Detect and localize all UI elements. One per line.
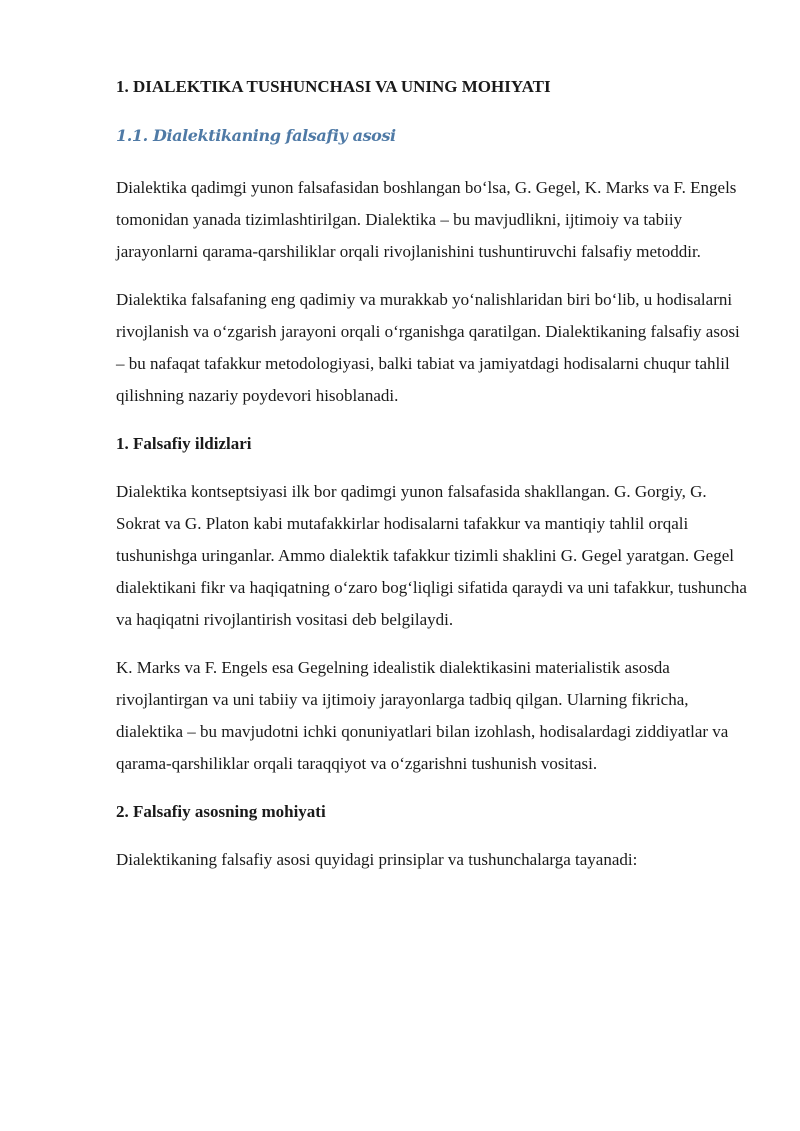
paragraph-4: K. Marks va F. Engels esa Gegelning idealistik dialektikasini materialistik asosda rivojlantirgan va uni tabiiy va ijtimoiy jarayonlarga tadbiq qilgan. Ularning fikricha, dialektika – bu mavjudotni ichki qonuniyatlari bilan izohlash, hodisalardagi ziddiyatlar va qarama-qarshiliklar orqali taraqqiyot va o‘zgarishni tushunish vositasi. xyxy=(116,658,729,773)
paragraph-5: Dialektikaning falsafiy asosi quyidagi prinsiplar va tushunchalarga tayanadi: xyxy=(116,850,638,869)
paragraph-2: Dialektika falsafaning eng qadimiy va murakkab yo‘nalishlaridan biri bo‘lib, u hodisalarni rivojlanish va o‘zgarish jarayoni orqali o‘rganishga qaratilgan. Dialektikaning falsafiy asosi – bu nafaqat tafakkur metodologiyasi, balki tabiat va jamiyatdagi hodisalarni chuqur tahlil qilishning nazariy poydevori hisoblanadi. xyxy=(116,290,740,405)
section-1-title: 1. Falsafiy ildizlari xyxy=(116,434,252,453)
chapter-heading: 1. DIALEKTIKA TUSHUNCHASI VA UNING MOHIYATI xyxy=(116,77,551,96)
paragraph-3: Dialektika kontseptsiyasi ilk bor qadimgi yunon falsafasida shakllangan. G. Gorgiy, G. Sokrat va G. Platon kabi mutafakkirlar hodisalarni tafakkur va mantiqiy tahlil orqali tushunishga uringanlar. Ammo dialektik tafakkur tizimli shaklini G. Gegel yaratgan. Gegel dialektikani fikr va haqiqatning o‘zaro bog‘liqligi sifatida qaraydi va uni tafakkur, tushuncha va haqiqatni rivojlantirish vositasi deb belgilaydi. xyxy=(116,482,747,629)
document-body xyxy=(116,76,748,892)
paragraph-1: Dialektika qadimgi yunon falsafasidan boshlangan bo‘lsa, G. Gegel, K. Marks va F. Engels tomonidan yanada tizimlashtirilgan. Dialektika – bu mavjudlikni, ijtimoiy va tabiiy jarayonlarni qarama-qarshiliklar orqali rivojlanishini tushuntiruvchi falsafiy metoddir. xyxy=(116,178,737,261)
section-2-title: 2. Falsafiy asosning mohiyati xyxy=(116,802,326,821)
section-subheading: 1.1. Dialektikaning falsafiy asosi xyxy=(116,126,396,145)
